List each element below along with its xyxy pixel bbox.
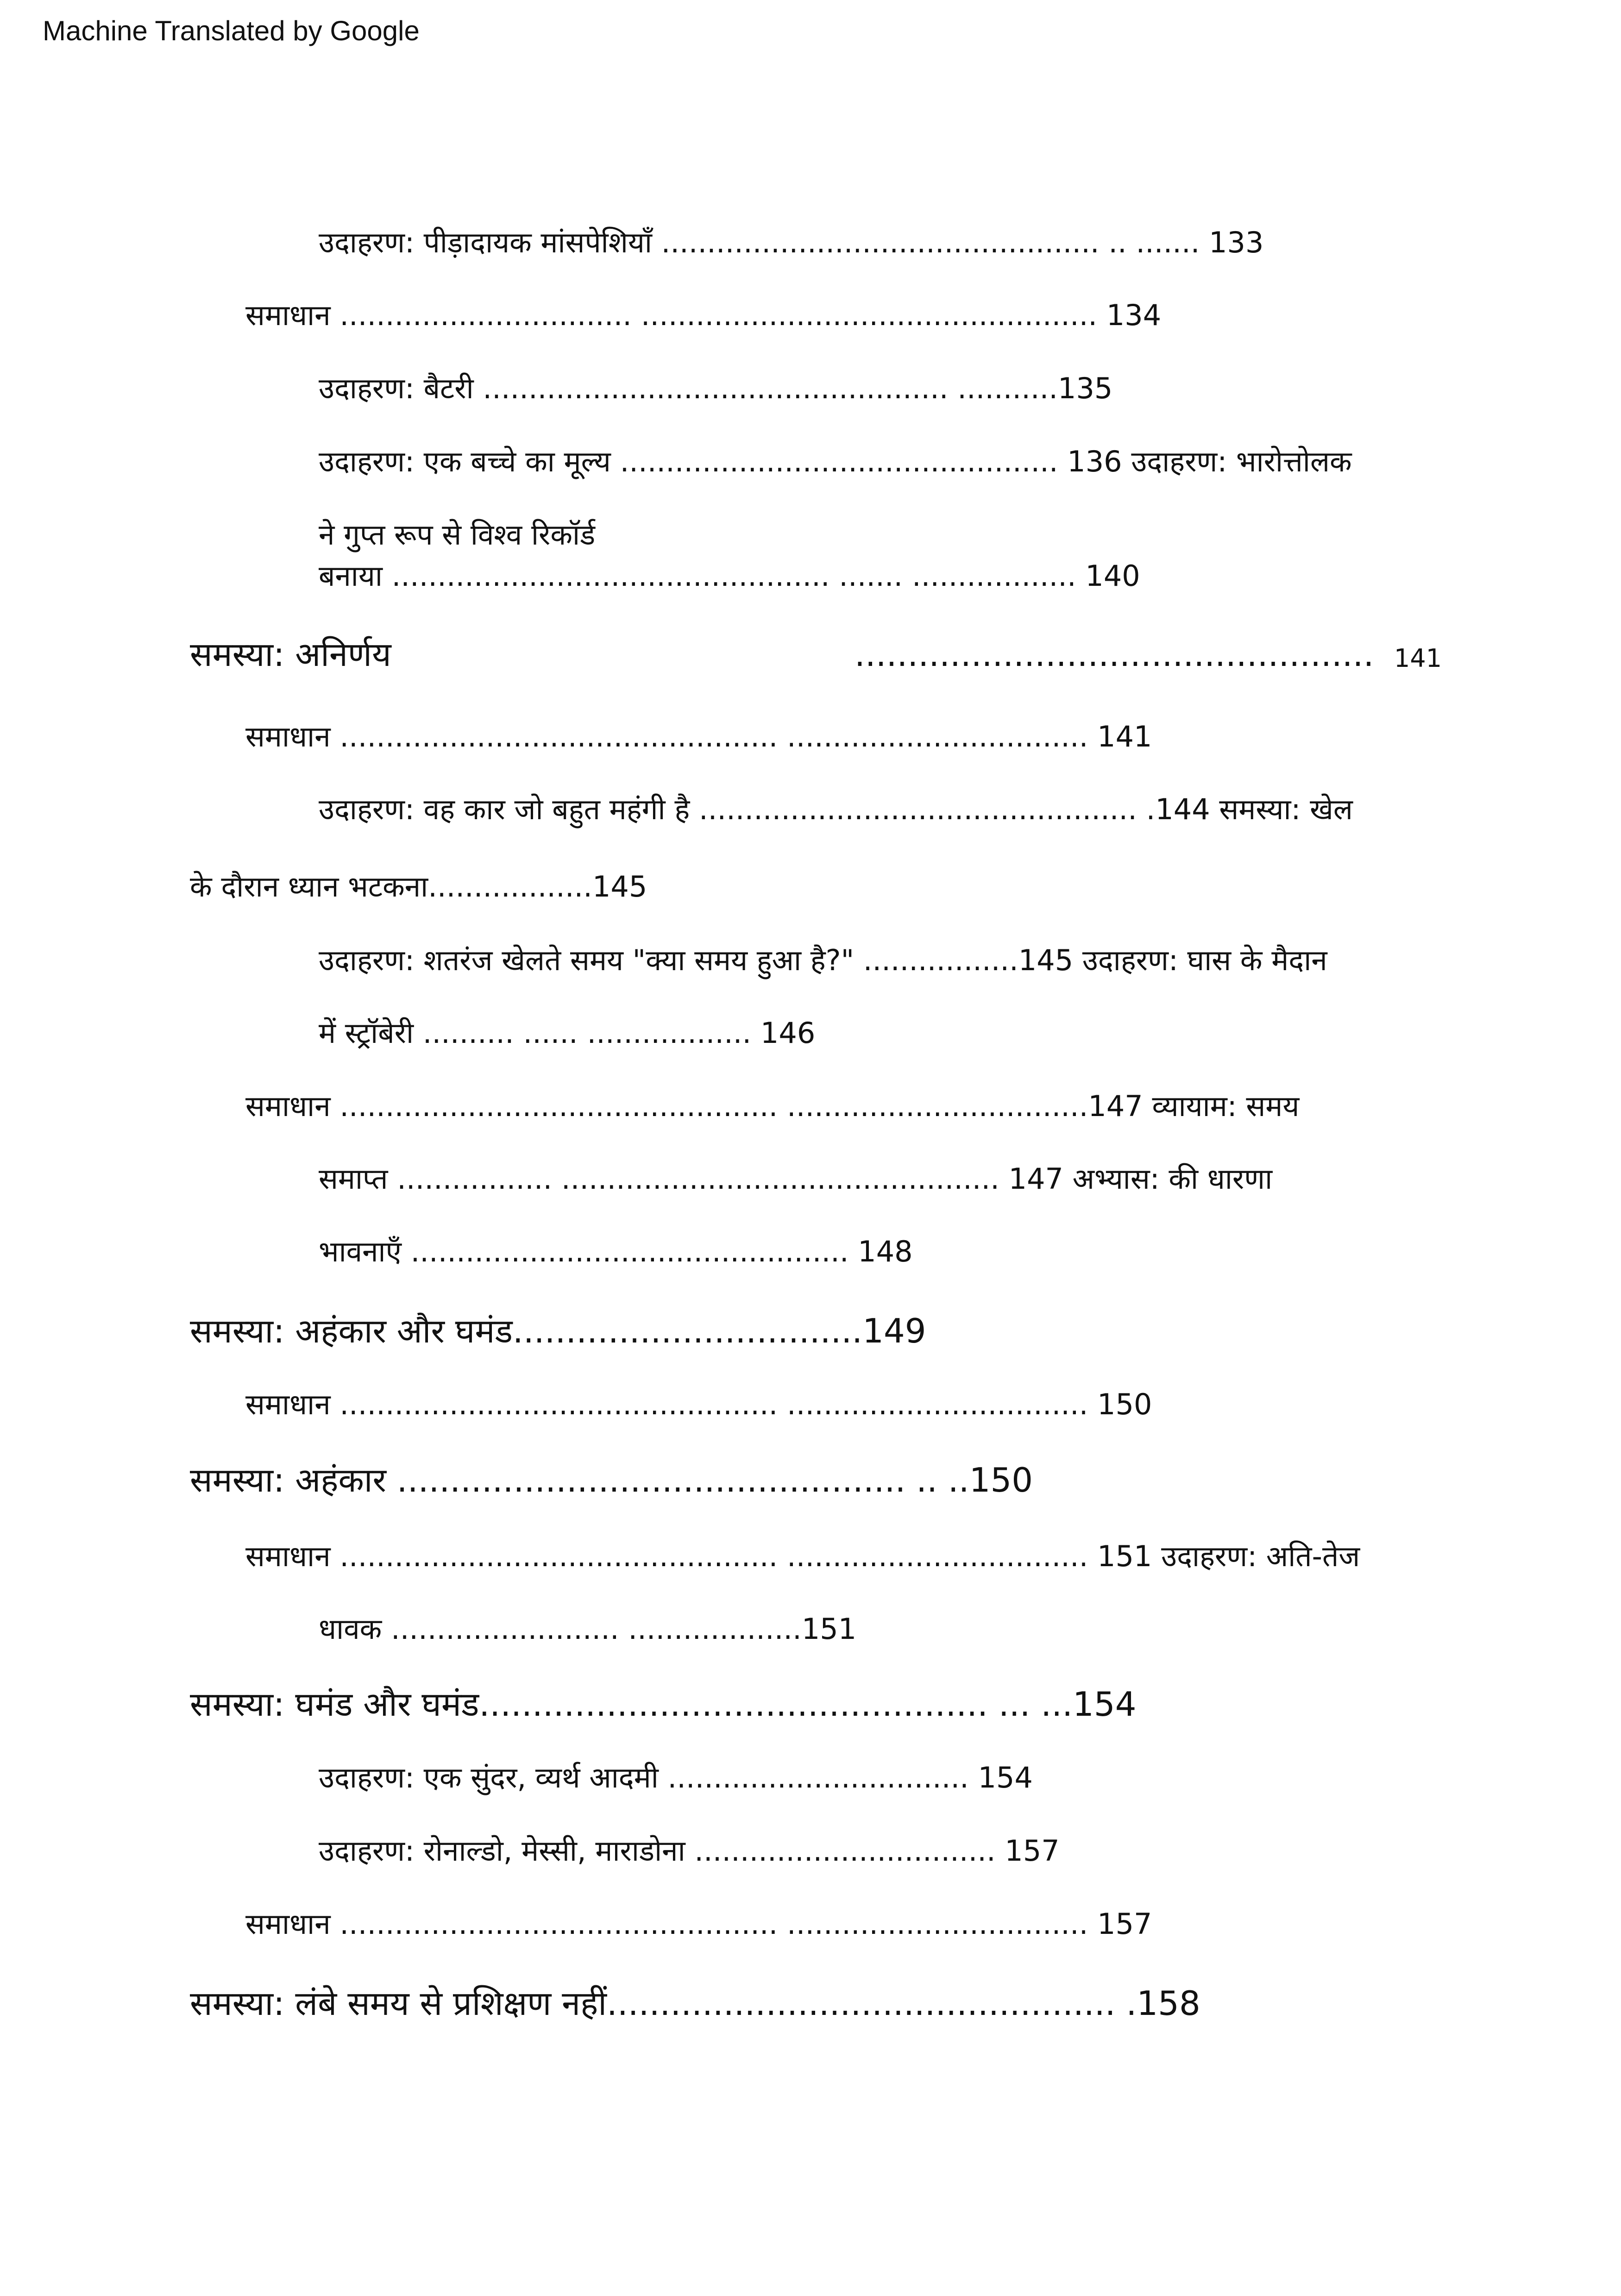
toc-entry[interactable]: समाधान ................................................ ................................. 157 xyxy=(245,1907,1152,1941)
toc-entry[interactable]: उदाहरण: एक बच्चे का मूल्य ................................................ 136 उदाहरण: भारोत्तोलक xyxy=(319,445,1352,478)
toc-chapter-title[interactable]: समस्या: अनिर्णय xyxy=(190,635,391,674)
toc-entry[interactable]: उदाहरण: वह कार जो बहुत महंगी है ................................................ .144 समस्या: खेल xyxy=(319,792,1353,826)
toc-entry[interactable]: भावनाएँ ................................................ 148 xyxy=(319,1235,913,1268)
toc-entry[interactable]: के दौरान ध्यान भटकना..................145 xyxy=(190,870,647,903)
toc-chapter-title[interactable]: समस्या: अहंकार ................................................ .. ..150 xyxy=(190,1461,1033,1499)
toc-page-number[interactable]: 141 xyxy=(1394,644,1442,673)
toc-chapter-title[interactable]: समस्या: घमंड और घमंड................................................ ... ...154 xyxy=(190,1685,1137,1724)
toc-entry[interactable]: समाप्त ................. ................................................ 147 अभ्यास: की धारणा xyxy=(319,1162,1273,1196)
toc-entry[interactable]: उदाहरण: रोनाल्डो, मेस्सी, माराडोना ................................. 157 xyxy=(319,1834,1060,1868)
toc-entry[interactable]: उदाहरण: एक सुंदर, व्यर्थ आदमी ................................. 154 xyxy=(319,1761,1033,1794)
toc-chapter-title[interactable]: समस्या: अहंकार और घमंड.................................149 xyxy=(190,1311,926,1350)
toc-entry[interactable]: बनाया ................................................ ....... .................. 140 xyxy=(319,559,1140,593)
toc-entry[interactable]: समाधान ................................................ ................................. 151 उदाहरण: अति-तेज xyxy=(245,1539,1360,1573)
toc-entry[interactable]: उदाहरण: पीड़ादायक मांसपेशियाँ ................................................ .. ....... 133 xyxy=(319,226,1264,259)
toc-chapter-title[interactable]: समस्या: लंबे समय से प्रशिक्षण नहीं................................................ .158 xyxy=(190,1984,1200,2023)
toc-entry[interactable]: समाधान ................................................ .................................147 व्यायाम: समय xyxy=(245,1089,1300,1123)
toc-leader-dots: ................................................. xyxy=(854,635,1374,674)
toc-entry[interactable]: धावक ......................... ...................151 xyxy=(319,1612,857,1646)
toc-entry[interactable]: समाधान ................................................ ................................. 141 xyxy=(245,720,1152,753)
toc-entry[interactable]: समाधान ................................................ ................................. 150 xyxy=(245,1387,1152,1421)
toc-entry[interactable]: उदाहरण: बैटरी ................................................... ...........135 xyxy=(319,371,1113,405)
toc-entry[interactable]: ने गुप्त रूप से विश्व रिकॉर्ड xyxy=(319,518,596,552)
machine-translation-watermark: Machine Translated by Google xyxy=(43,15,420,46)
toc-entry[interactable]: उदाहरण: शतरंज खेलते समय "क्या समय हुआ है?" .................145 उदाहरण: घास के मैदान xyxy=(319,943,1327,977)
toc-entry[interactable]: में स्ट्रॉबेरी .......... ...... .................. 146 xyxy=(319,1016,816,1050)
toc-entry[interactable]: समाधान ................................ .................................................. 134 xyxy=(245,298,1162,332)
